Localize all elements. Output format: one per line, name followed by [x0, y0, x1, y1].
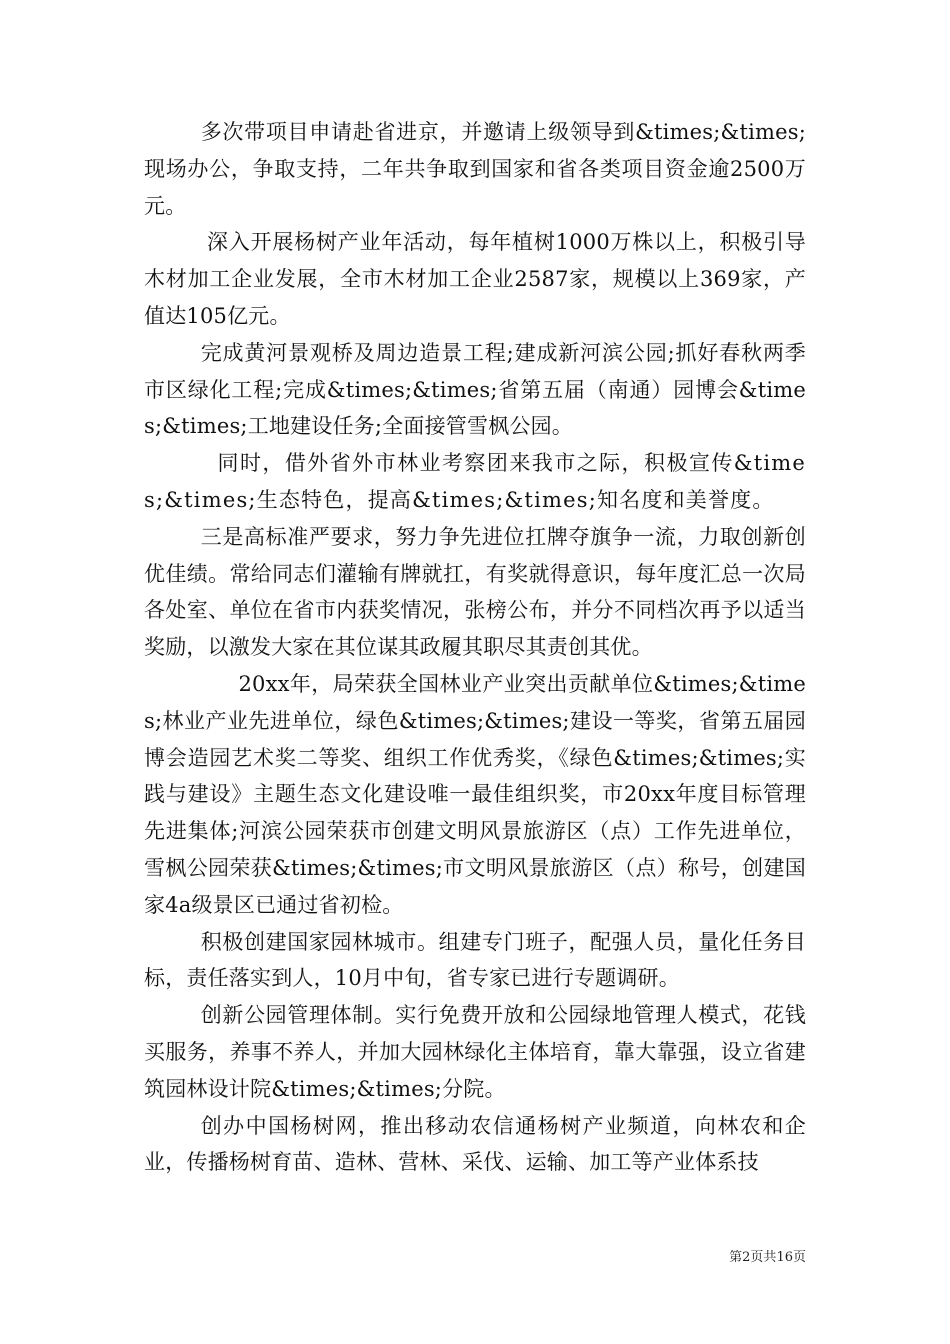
- footer-middle: 页共: [750, 1250, 777, 1265]
- document-body: [144, 114, 806, 1181]
- paragraph-1: 多次带项目申请赴省进京，并邀请上级领导到&times;&times;现场办公，争取支持，二年共争取到国家和省各类项目资金逾2500万元。: [144, 120, 806, 218]
- paragraph-6: 20xx年，局荣获全国林业产业突出贡献单位&times;&times;林业产业先进单位，绿色&times;&times;建设一等奖，省第五届园博会造园艺术奖二等奖、组织工作优秀奖，《绿色&times;&times;实践与建设》主题生态文化建设唯一最佳组织奖，市20xx年度目标管理先进集体;河滨公园荣获市创建文明风景旅游区（点）工作先进单位，雪枫公园荣获&times;&times;市文明风景旅游区（点）称号，创建国家4a级景区已通过省初检。: [144, 671, 806, 917]
- paragraph-7: 积极创建国家园林城市。组建专门班子，配强人员，量化任务目标，责任落实到人，10月中旬，省专家已进行专题调研。: [144, 929, 806, 991]
- footer-suffix: 页: [792, 1250, 806, 1265]
- paragraph-2: 深入开展杨树产业年活动，每年植树1000万株以上，积极引导木材加工企业发展，全市木材加工企业2587家，规模以上369家，产值达105亿元。: [144, 230, 806, 328]
- footer-current-page: 2: [742, 1250, 751, 1265]
- paragraph-4: 同时，借外省外市林业考察团来我市之际，积极宣传&times;&times;生态特色，提高&times;&times;知名度和美誉度。: [144, 451, 806, 512]
- page-footer: [729, 1246, 806, 1265]
- footer-prefix: 第: [729, 1250, 743, 1265]
- paragraph-9: 创办中国杨树网，推出移动农信通杨树产业频道，向林农和企业，传播杨树育苗、造林、营林、采伐、运输、加工等产业体系技: [144, 1113, 806, 1175]
- paragraph-3: 完成黄河景观桥及周边造景工程;建成新河滨公园;抓好春秋两季市区绿化工程;完成&times;&times;省第五届（南通）园博会&times;&times;工地建设任务;全面接管雪枫公园。: [144, 340, 806, 439]
- paragraph-8: 创新公园管理体制。实行免费开放和公园绿地管理人模式，花钱买服务，养事不养人，并加大园林绿化主体培育，靠大靠强，设立省建筑园林设计院&times;&times;分院。: [144, 1003, 806, 1101]
- footer-total-pages: 16: [776, 1250, 793, 1265]
- paragraph-5: 三是高标准严要求，努力争先进位扛牌夺旗争一流，力取创新创优佳绩。常给同志们灌输有牌就扛，有奖就得意识，每年度汇总一次局各处室、单位在省市内获奖情况，张榜公布，并分不同档次再予以适当奖励，以激发大家在其位谋其政履其职尽其责创其优。: [144, 524, 806, 660]
